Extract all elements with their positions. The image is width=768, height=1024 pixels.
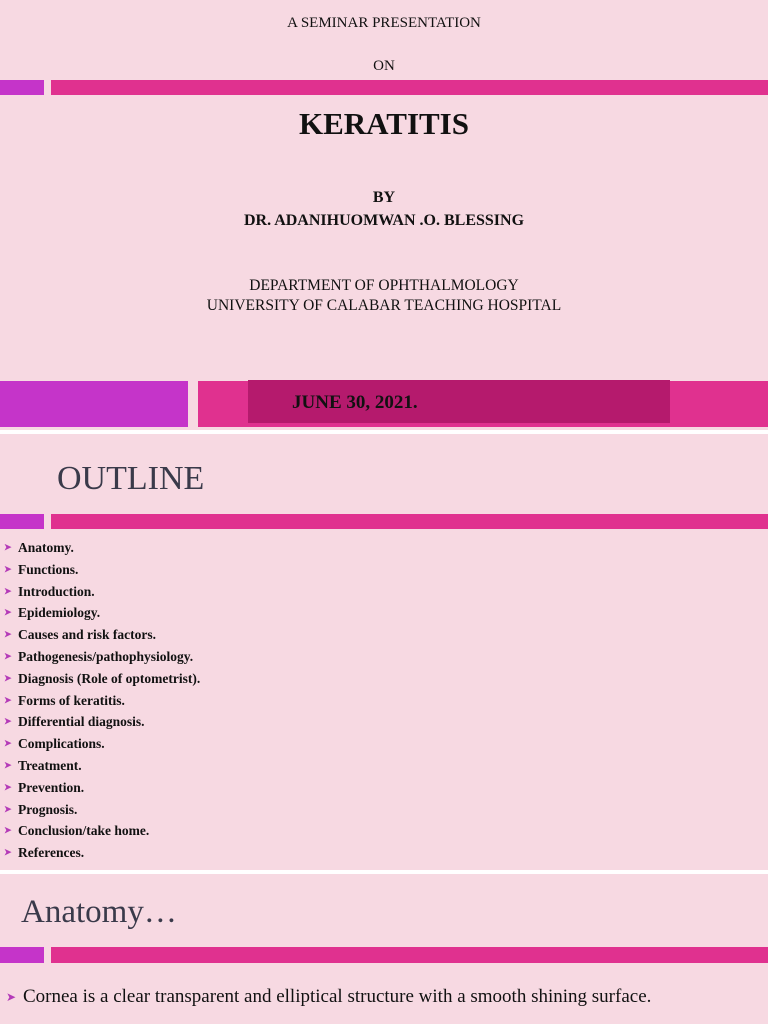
chevron-right-icon: ➤	[4, 629, 12, 640]
list-item	[4, 755, 200, 777]
list-item	[4, 820, 200, 842]
pre-title-2: ON	[373, 58, 395, 74]
chevron-right-icon: ➤	[6, 989, 17, 1004]
list-item	[4, 537, 200, 559]
chevron-right-icon: ➤	[4, 585, 12, 596]
pre-title-1: A SEMINAR PRESENTATION	[287, 15, 481, 31]
list-item-text: Anatomy.	[18, 540, 74, 555]
slide-outline	[0, 434, 768, 870]
date-label: JUNE 30, 2021.	[248, 380, 670, 423]
chevron-right-icon: ➤	[4, 672, 12, 683]
chevron-right-icon: ➤	[4, 825, 12, 836]
list-item	[4, 602, 200, 624]
list-item	[4, 799, 200, 821]
list-item-text: Treatment.	[18, 757, 82, 773]
chevron-right-icon: ➤	[4, 542, 12, 552]
anatomy-bullet-item	[6, 986, 651, 1008]
list-item	[4, 777, 200, 799]
list-item-text: Functions.	[18, 561, 79, 577]
list-item	[4, 733, 200, 755]
chevron-right-icon: ➤	[4, 781, 12, 792]
chevron-right-icon: ➤	[4, 847, 12, 858]
list-item-text: Complications.	[18, 736, 105, 752]
list-item	[4, 690, 200, 712]
accent-bar-pink	[51, 80, 768, 95]
list-item-text: Causes and risk factors.	[18, 627, 157, 643]
list-item-text: Differential diagnosis.	[18, 714, 145, 730]
list-item-text: Introduction.	[18, 583, 95, 599]
slide-anatomy	[0, 874, 768, 1024]
list-item-text: Prognosis.	[18, 801, 78, 817]
list-item	[4, 624, 200, 646]
institution: UNIVERSITY OF CALABAR TEACHING HOSPITAL	[206, 297, 562, 314]
outline-list	[4, 537, 200, 864]
chevron-right-icon: ➤	[4, 716, 12, 727]
accent-bar-purple	[0, 514, 44, 529]
chevron-right-icon: ➤	[4, 759, 12, 770]
chevron-right-icon: ➤	[4, 694, 12, 705]
list-item-text: References.	[18, 845, 85, 861]
outline-heading: OUTLINE	[57, 460, 205, 497]
by-label: BY	[372, 189, 396, 206]
list-item-text: Conclusion/take home.	[18, 823, 150, 839]
chevron-right-icon: ➤	[4, 607, 12, 618]
footer-bar-purple	[0, 381, 188, 427]
list-item-text: Epidemiology.	[18, 605, 101, 621]
list-item-text: Pathogenesis/pathophysiology.	[18, 648, 194, 664]
anatomy-heading: Anatomy…	[21, 894, 177, 930]
list-item	[4, 559, 200, 581]
slide-title	[0, 0, 768, 430]
list-item	[4, 842, 200, 864]
chevron-right-icon: ➤	[4, 563, 12, 574]
slide-title-text: KERATITIS	[299, 106, 469, 141]
list-item-text: Diagnosis (Role of optometrist).	[18, 670, 201, 686]
list-item-text: Prevention.	[18, 779, 85, 795]
list-item	[4, 581, 200, 603]
chevron-right-icon: ➤	[4, 650, 12, 661]
accent-bar-pink	[51, 514, 768, 529]
list-item	[4, 646, 200, 668]
chevron-right-icon: ➤	[4, 738, 12, 749]
chevron-right-icon: ➤	[4, 803, 12, 814]
accent-bar-purple	[0, 80, 44, 95]
author-name: DR. ADANIHUOMWAN .O. BLESSING	[243, 212, 525, 229]
anatomy-bullet-text: Cornea is a clear transparent and elliptical structure with a smooth shining surface.	[23, 986, 652, 1007]
list-item	[4, 668, 200, 690]
accent-bar-purple	[0, 947, 44, 963]
accent-bar-pink	[51, 947, 768, 963]
department: DEPARTMENT OF OPHTHALMOLOGY	[249, 277, 519, 294]
list-item-text: Forms of keratitis.	[18, 692, 125, 708]
list-item	[4, 711, 200, 733]
